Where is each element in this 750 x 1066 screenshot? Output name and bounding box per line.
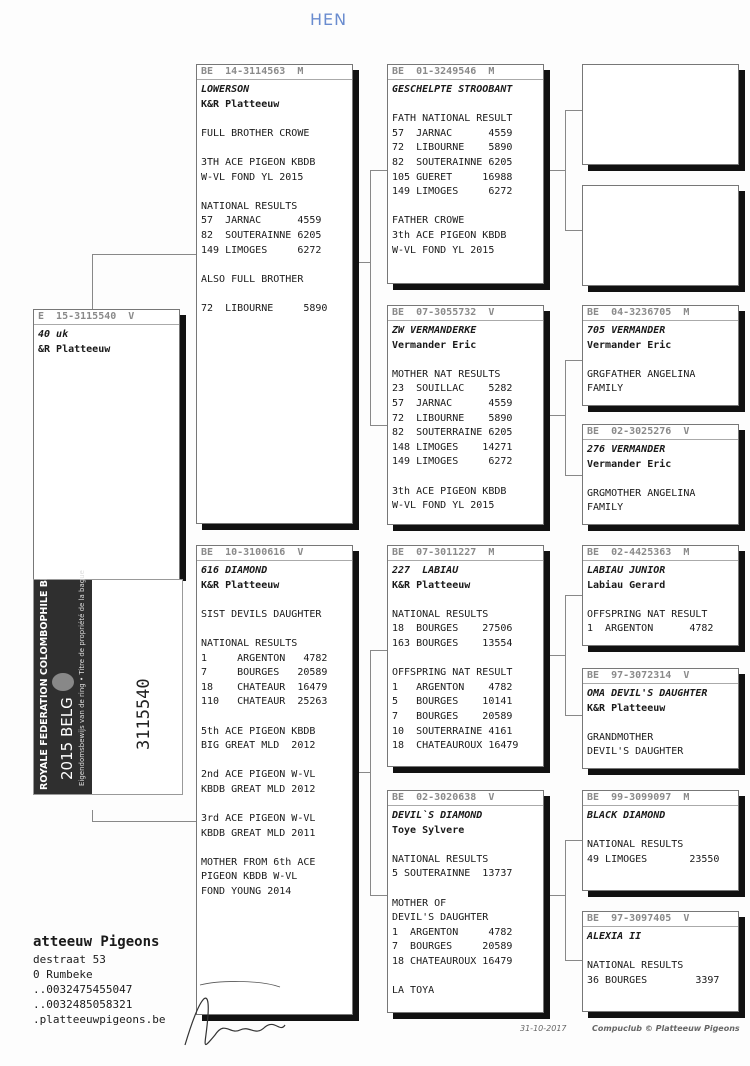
connector (565, 475, 582, 476)
card-line: 3rd ACE PIGEON W-VL (201, 813, 316, 825)
card-line: 105 GUERET 16988 (392, 171, 513, 183)
card-body (197, 80, 352, 317)
card-line: W-VL FOND YL 2015 (392, 500, 495, 512)
card-body (388, 806, 543, 999)
card-line: 148 LIMOGES 14271 (392, 441, 513, 453)
card-line: BIG GREAT MLD 2012 (201, 740, 316, 752)
card-line: 2nd ACE PIGEON W-VL (201, 769, 316, 781)
grandparent-card-6 (582, 668, 739, 769)
card-lines (392, 838, 539, 999)
card-lines (392, 353, 539, 514)
card-line: 36 BOURGES 3397 (587, 974, 720, 986)
owner: K&R Platteeuw (201, 579, 280, 591)
card-body (583, 561, 738, 637)
card-lines (392, 593, 539, 754)
connector (545, 170, 565, 171)
connector (92, 254, 196, 255)
card-line: 57 JARNAC 4559 (392, 397, 513, 409)
card-line: 1 ARGENTON 4782 (392, 926, 513, 938)
breeder-info (33, 932, 165, 1027)
grandparent-card-2 (582, 185, 739, 286)
card-line: NATIONAL RESULTS (392, 608, 489, 620)
pigeon-name: LOWERSON (201, 84, 250, 95)
card-line: 1 ARGENTON 4782 (392, 681, 513, 693)
card-line (392, 470, 539, 485)
card-line: DEVIL'S DAUGHTER (392, 912, 489, 924)
ring-certificate (33, 553, 183, 795)
dam-dam-card (387, 790, 544, 1013)
card-line: FATHER CROWE (392, 215, 465, 227)
card-line: 1 ARGENTON 4782 (201, 652, 328, 664)
ring-number: BE 01-3249546 M (388, 65, 543, 80)
card-line: GRANDMOTHER (587, 731, 654, 743)
card-line: 7 BOURGES 20589 (392, 710, 513, 722)
owner: Vermander Eric (587, 339, 672, 351)
owner: Vermander Eric (392, 339, 477, 351)
card-line: MOTHER NAT RESULTS (392, 368, 501, 380)
sire-card (196, 64, 353, 524)
card-lines (587, 945, 734, 989)
connector (353, 262, 370, 263)
breeder-website[interactable]: .platteeuwpigeons.be (33, 1013, 166, 1026)
connector (370, 170, 371, 425)
ring-number: BE 14-3114563 M (197, 65, 352, 80)
card-line: 57 JARNAC 4559 (392, 127, 513, 139)
card-line: 18 CHATEAUROUX 16479 (392, 740, 519, 752)
breeder-phone-2: ..0032485058321 (33, 998, 133, 1011)
pigeon-name: DEVIL`S DIAMOND (392, 810, 483, 821)
card-line (201, 258, 348, 273)
card-lines (392, 98, 539, 259)
card-line: 7 BOURGES 20589 (201, 667, 328, 679)
card-line (392, 200, 539, 215)
pigeon-name: OMA DEVIL'S DAUGHTER (587, 688, 708, 699)
card-line: 23 SOUILLAC 5282 (392, 383, 513, 395)
ring-number: BE 07-3011227 M (388, 546, 543, 561)
ring-certificate-number: 3115540 (134, 678, 154, 750)
breeder-title: atteeuw Pigeons (33, 934, 160, 950)
grandparent-card-8 (582, 911, 739, 1012)
card-body (388, 561, 543, 754)
card-line: 82 SOUTERAINNE 6205 (201, 229, 322, 241)
card-line: 3th ACE PIGEON KBDB (392, 229, 507, 241)
card-line: 7 BOURGES 20589 (392, 941, 513, 953)
card-line (201, 798, 348, 813)
card-line (587, 716, 734, 731)
card-line: DEVIL'S DAUGHTER (587, 746, 684, 758)
grandparent-card-4 (582, 424, 739, 525)
connector (370, 650, 371, 895)
card-line: 18 CHATEAUR 16479 (201, 681, 328, 693)
card-line: 57 JARNAC 4559 (201, 215, 322, 227)
card-line: KBDB GREAT MLD 2012 (201, 783, 316, 795)
subject-pigeon-card (33, 309, 180, 581)
pigeon-name: 616 DIAMOND (201, 565, 268, 576)
card-line: MOTHER FROM 6th ACE (201, 856, 316, 868)
card-body (197, 561, 352, 900)
card-line: 3TH ACE PIGEON KBDB (201, 156, 316, 168)
card-line: W-VL FOND YL 2015 (392, 244, 495, 256)
card-line: ALSO FULL BROTHER (201, 273, 304, 285)
card-line (392, 838, 539, 853)
connector (565, 840, 566, 960)
card-line: NATIONAL RESULTS (587, 839, 684, 851)
card-line: GRGMOTHER ANGELINA (587, 487, 696, 499)
card-line: 18 BOURGES 27506 (392, 623, 513, 635)
owner: Vermander Eric (587, 458, 672, 470)
card-line: LA TOYA (392, 985, 435, 997)
pigeon-name: 276 VERMANDER (587, 444, 666, 455)
federation-emblem-icon (52, 673, 74, 691)
connector (370, 650, 387, 651)
connector (545, 655, 565, 656)
card-line (587, 472, 734, 487)
pigeon-name: BLACK DIAMOND (587, 810, 666, 821)
card-lines (587, 593, 734, 637)
card-line: NATIONAL RESULTS (587, 960, 684, 972)
card-line (201, 593, 348, 608)
card-line: 5th ACE PIGEON KBDB (201, 725, 316, 737)
ownership-notice: Eigendomsbewijs van de ring • Titre de propriété de la bague (78, 570, 86, 786)
card-body (583, 684, 738, 760)
ring-number (583, 186, 738, 200)
grandparent-card-7 (582, 790, 739, 891)
card-line: 72 LIBOURNE 5890 (201, 302, 328, 314)
connector (370, 895, 387, 896)
grandparent-card-5 (582, 545, 739, 646)
connector (565, 230, 582, 231)
card-line: 149 LIMOGES 6272 (201, 244, 322, 256)
card-line: 110 CHATEAUR 25263 (201, 696, 328, 708)
card-line: PIGEON KBDB W-VL (201, 871, 298, 883)
owner: K&R Platteeuw (201, 98, 280, 110)
card-line: 5 SOUTERAINNE 13737 (392, 868, 513, 880)
card-line (392, 353, 539, 368)
owner: Labiau Gerard (587, 579, 666, 591)
card-line: 72 LIBOURNE 5890 (392, 412, 513, 424)
ring-number: BE 07-3055732 V (388, 306, 543, 321)
card-line (587, 593, 734, 608)
card-line: FOND YOUNG 2014 (201, 886, 292, 898)
subject-shadow (180, 315, 186, 581)
pigeon-name: 705 VERMANDER (587, 325, 666, 336)
card-line: 82 SOUTERAINNE 6205 (392, 156, 513, 168)
card-line (201, 112, 348, 127)
connector (92, 821, 196, 822)
connector (565, 110, 566, 230)
card-line: 10 SOUTERRAINE 4161 (392, 725, 513, 737)
breeder-city: 0 Rumbeke (33, 968, 93, 981)
breeder-address: destraat 53 (33, 953, 106, 966)
card-line: OFFSPRING NAT RESULT (392, 667, 513, 679)
card-line: FULL BROTHER CROWE (201, 127, 310, 139)
card-lines (587, 824, 734, 868)
connector (565, 960, 582, 961)
connector (565, 840, 582, 841)
dam-card (196, 545, 353, 1015)
pigeon-name: LABIAU JUNIOR (587, 565, 666, 576)
connector (565, 110, 582, 111)
card-line: SIST DEVILS DAUGHTER (201, 608, 322, 620)
ring-number: BE 10-3100616 V (197, 546, 352, 561)
card-lines (201, 593, 348, 899)
card-line (392, 882, 539, 897)
connector (565, 595, 582, 596)
card-body (388, 321, 543, 514)
card-line (392, 970, 539, 985)
card-line: 82 SOUTERRAINE 6205 (392, 427, 513, 439)
ring-number (583, 65, 738, 79)
pigeon-name: 40 uk (38, 329, 69, 340)
grandparent-card-3 (582, 305, 739, 406)
pigeon-name: 227 LABIAU (392, 565, 459, 576)
signature (180, 975, 290, 1055)
owner: Toye Sylvere (392, 824, 465, 836)
card-line: NATIONAL RESULTS (201, 637, 298, 649)
card-line: 72 LIBOURNE 5890 (392, 142, 513, 154)
federation-name: ROYALE FEDERATION COLOMBOPHILE BELGE (39, 553, 50, 790)
ring-number: BE 99-3099097 M (583, 791, 738, 806)
ring-number: BE 02-3020638 V (388, 791, 543, 806)
connector (565, 595, 566, 715)
card-line (392, 593, 539, 608)
connector (370, 170, 387, 171)
dam-sire-card (387, 545, 544, 767)
handwritten-note: HEN (310, 10, 348, 29)
sire-sire-card (387, 64, 544, 284)
ring-number: BE 97-3072314 V (583, 669, 738, 684)
ring-number: BE 04-3236705 M (583, 306, 738, 321)
card-line: FAMILY (587, 502, 624, 514)
card-line (587, 353, 734, 368)
card-line (201, 710, 348, 725)
card-line (201, 141, 348, 156)
card-line: FAMILY (587, 383, 624, 395)
card-body (583, 321, 738, 397)
card-body (583, 440, 738, 516)
card-lines (587, 353, 734, 397)
owner: K&R Platteeuw (587, 702, 666, 714)
sire-dam-card (387, 305, 544, 525)
card-body (583, 806, 738, 867)
card-line: KBDB GREAT MLD 2011 (201, 827, 316, 839)
card-lines (587, 472, 734, 516)
connector (565, 360, 582, 361)
card-line (201, 754, 348, 769)
card-line (392, 652, 539, 667)
card-lines (587, 716, 734, 760)
card-line (587, 945, 734, 960)
card-line (587, 824, 734, 839)
connector (565, 715, 582, 716)
card-body (583, 927, 738, 988)
footer-credit: Compuclub © Platteeuw Pigeons (592, 1024, 740, 1033)
card-body (388, 80, 543, 258)
card-line (201, 287, 348, 302)
ring-number: BE 02-4425363 M (583, 546, 738, 561)
pigeon-name: ZW VERMANDERKE (392, 325, 477, 336)
ring-number: BE 97-3097405 V (583, 912, 738, 927)
card-line: OFFSPRING NAT RESULT (587, 608, 708, 620)
pigeon-name: GESCHELPTE STROOBANT (392, 84, 513, 95)
pigeon-name: ALEXIA II (587, 931, 642, 942)
connector (370, 425, 387, 426)
card-lines (201, 112, 348, 316)
connector (565, 360, 566, 475)
card-line: 149 LIMOGES 6272 (392, 186, 513, 198)
card-line: W-VL FOND YL 2015 (201, 171, 304, 183)
card-line: 163 BOURGES 13554 (392, 637, 513, 649)
card-line: 149 LIMOGES 6272 (392, 456, 513, 468)
connector (353, 772, 370, 773)
card-line: GRGFATHER ANGELINA (587, 368, 696, 380)
card-line (201, 622, 348, 637)
card-line: FATH NATIONAL RESULT (392, 113, 513, 125)
grandparent-card-1 (582, 64, 739, 165)
card-line: NATIONAL RESULTS (201, 200, 298, 212)
owner: K&R Platteeuw (392, 579, 471, 591)
card-line (392, 98, 539, 113)
connector (545, 415, 565, 416)
ring-number: E 15-3115540 V (34, 310, 179, 325)
ring-year-country: 2015 BELG (58, 697, 76, 780)
breeder-phone-1: ..0032475455047 (33, 983, 133, 996)
card-line: 49 LIMOGES 23550 (587, 853, 720, 865)
card-line: NATIONAL RESULTS (392, 853, 489, 865)
card-line: 18 CHATEAUROUX 16479 (392, 955, 513, 967)
card-line: 1 ARGENTON 4782 (587, 623, 714, 635)
card-line (201, 185, 348, 200)
owner: &R Platteeuw (38, 343, 111, 355)
card-line (201, 841, 348, 856)
connector (545, 895, 565, 896)
print-date: 31-10-2017 (520, 1024, 567, 1033)
card-line: MOTHER OF (392, 897, 447, 909)
card-line: 3th ACE PIGEON KBDB (392, 485, 507, 497)
connector (92, 254, 93, 310)
ring-number: BE 02-3025276 V (583, 425, 738, 440)
card-line: 5 BOURGES 10141 (392, 696, 513, 708)
